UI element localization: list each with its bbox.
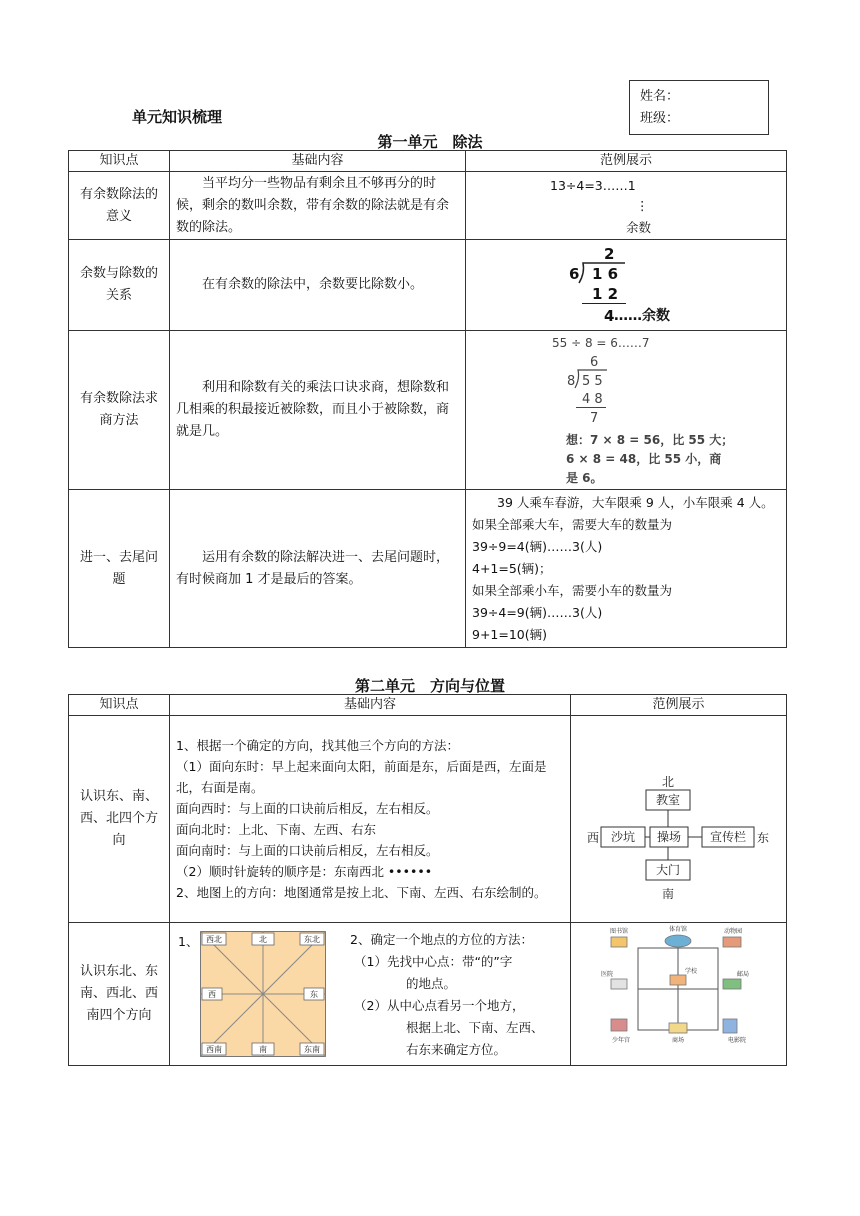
method-line: （2）从中心点看另一个地方， xyxy=(354,998,525,1013)
think-line-2: 6 × 8 = 48，比 55 小，商 xyxy=(566,451,722,466)
compass-sw: 西南 xyxy=(206,1045,222,1054)
map-south-label: 南 xyxy=(661,887,675,901)
map-playground: 操场 xyxy=(656,830,682,844)
example-cell xyxy=(571,716,787,923)
content-line: （2）顺时针旋转的顺序是：东南西北 •••••• xyxy=(176,864,433,879)
method-line: 的地点。 xyxy=(406,976,457,991)
dividend: 1 6 xyxy=(592,264,619,283)
example-cell xyxy=(466,331,787,490)
content-cell: 在有余数的除法中，余数要比除数小。 xyxy=(170,240,466,331)
header-example: 范例展示 xyxy=(466,151,787,172)
place-youth: 少年宫 xyxy=(611,1037,631,1044)
think-line-3: 是 6。 xyxy=(566,470,603,485)
example-remainder-label: 余数 xyxy=(626,219,652,235)
header-content: 基础内容 xyxy=(170,695,571,716)
content-cell: 运用有余数的除法解决进一、去尾问题时，有时候商加 1 才是最后的答案。 xyxy=(170,490,466,648)
method-line: （1）先找中心点：带“的”字 xyxy=(354,954,513,969)
quotient: 6 xyxy=(590,354,599,370)
compass-w: 西 xyxy=(208,990,216,999)
table-row xyxy=(69,490,787,648)
unit1-table xyxy=(68,150,787,648)
content-line: （1）面向东时：早上起来面向太阳，前面是东，后面是西，左面是北，右面是南。 xyxy=(176,759,547,795)
example-line: 4+1=5(辆)； xyxy=(472,560,552,576)
example-line: 9+1=10(辆) xyxy=(472,626,548,642)
place-zoo: 动物园 xyxy=(723,928,743,935)
name-class-box xyxy=(629,80,769,135)
content-line: 面向南时：与上面的口诀前后相反，左右相反。 xyxy=(176,843,439,858)
table-header-row xyxy=(69,151,787,172)
method-title: 2、确定一个地点的方位的方法： xyxy=(350,932,533,947)
example-cell xyxy=(466,172,787,240)
place-hospital: 医院 xyxy=(600,971,614,978)
table-row xyxy=(69,331,787,490)
table-header-row xyxy=(69,695,787,716)
place-library: 图书馆 xyxy=(609,928,629,935)
unit2-title: 第二单元 方向与位置 xyxy=(354,677,505,695)
compass-nw: 西北 xyxy=(206,935,222,944)
division-line xyxy=(582,303,626,304)
quotient-method-figure xyxy=(472,332,780,489)
place-post: 邮局 xyxy=(736,971,750,978)
header-content: 基础内容 xyxy=(170,151,466,172)
table-row xyxy=(69,172,787,240)
table-row xyxy=(69,716,787,923)
school-map-figure xyxy=(571,716,785,914)
map-north-label: 北 xyxy=(661,775,675,789)
method-line: 右东来确定方位。 xyxy=(406,1042,507,1057)
compass-s: 南 xyxy=(259,1045,267,1054)
method-line: 根据上北、下南、左西、 xyxy=(406,1020,544,1035)
map-west-label: 西 xyxy=(586,831,600,845)
product: 1 2 xyxy=(592,284,619,303)
compass-se: 东南 xyxy=(304,1045,320,1054)
think-line-1: 想：7 × 8 = 56，比 55 大； xyxy=(566,432,734,447)
example-cell xyxy=(571,923,787,1066)
knowledge-point: 进一、去尾问题 xyxy=(69,490,170,648)
content-line: 面向西时：与上面的口诀前后相反，左右相反。 xyxy=(176,801,439,816)
content-cell xyxy=(170,923,571,1066)
map-gate: 大门 xyxy=(655,863,681,877)
name-label: 姓名： xyxy=(640,89,680,104)
example-cell xyxy=(466,240,787,331)
remainder: 4 xyxy=(604,306,615,325)
knowledge-point: 有余数除法求商方法 xyxy=(69,331,170,490)
example-dots: ⋮ xyxy=(636,197,649,213)
example-equation: 55 ÷ 8 = 6……7 xyxy=(552,335,650,350)
content-line: 2、地图上的方向：地图通常是按上北、下南、左西、右东绘制的。 xyxy=(176,885,547,900)
place-gym: 体育馆 xyxy=(668,926,688,933)
example-line: 39 人乘车春游，大车限乘 9 人，小车限乘 4 人。如果全部乘大车，需要大车的数量为 xyxy=(472,494,774,532)
knowledge-point: 认识东北、东南、西北、西南四个方向 xyxy=(69,923,170,1066)
content-line: 面向北时：上北、下南、左西、右东 xyxy=(176,822,377,837)
map-classroom: 教室 xyxy=(655,793,681,807)
content-cell: 利用和除数有关的乘法口诀求商，想除数和几相乘的积最接近被除数，而且小于被除数，商就是几。 xyxy=(170,331,466,490)
town-map-figure xyxy=(571,923,785,1057)
page-title: 单元知识梳理 xyxy=(132,108,223,126)
table-row xyxy=(69,923,787,1066)
knowledge-point: 有余数除法的意义 xyxy=(69,172,170,240)
place-school: 学校 xyxy=(684,968,698,975)
long-division-figure xyxy=(472,241,780,330)
compass-n: 北 xyxy=(259,935,267,944)
map-east-label: 东 xyxy=(756,831,770,845)
class-label: 班级： xyxy=(640,111,680,126)
remainder-label: ……余数 xyxy=(614,307,670,324)
map-sandpit: 沙坑 xyxy=(610,830,636,844)
table-row xyxy=(69,240,787,331)
compass-ne: 东北 xyxy=(304,935,320,944)
content-cell: 当平均分一些物品有剩余且不够再分的时候，剩余的数叫余数，带有余数的除法就是有余数的除法。 xyxy=(170,172,466,240)
item-number: 1、 xyxy=(178,934,199,949)
compass-e: 东 xyxy=(310,990,318,999)
map-board: 宣传栏 xyxy=(709,830,747,844)
example-cell xyxy=(466,490,787,648)
example-equation: 13÷4=3……1 xyxy=(550,177,636,193)
dividend: 5 5 xyxy=(582,373,603,389)
content-line: 1、根据一个确定的方向，找其他三个方向的方法： xyxy=(176,738,459,753)
knowledge-point: 余数与除数的关系 xyxy=(69,240,170,331)
product: 4 8 xyxy=(582,391,603,407)
quotient: 2 xyxy=(604,244,615,263)
place-shop: 商场 xyxy=(671,1037,685,1044)
place-cinema: 电影院 xyxy=(727,1037,747,1044)
header-knowledge: 知识点 xyxy=(69,695,170,716)
example-line: 39÷9=4(辆)……3(人) xyxy=(472,538,603,554)
knowledge-point: 认识东、南、西、北四个方向 xyxy=(69,716,170,923)
divisor: 8 xyxy=(567,373,576,389)
header-knowledge: 知识点 xyxy=(69,151,170,172)
content-cell xyxy=(170,716,571,923)
example-line: 如果全部乘小车，需要小车的数量为 xyxy=(472,582,673,598)
header-example: 范例展示 xyxy=(571,695,787,716)
divisor: 6 xyxy=(569,264,580,283)
unit2-table xyxy=(68,694,787,1066)
example-line: 39÷4=9(辆)……3(人) xyxy=(472,604,603,620)
unit1-title: 第一单元 除法 xyxy=(377,133,483,151)
compass-diagram xyxy=(200,931,326,1057)
remainder: 7 xyxy=(590,410,599,426)
